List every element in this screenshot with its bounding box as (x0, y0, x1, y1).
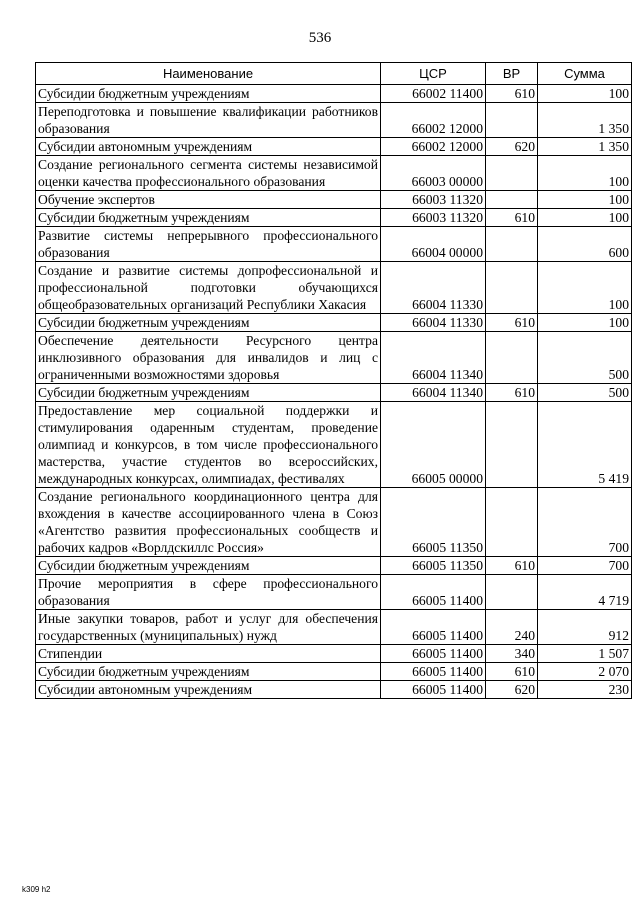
cell-csr: 66005 00000 (381, 402, 486, 488)
cell-sum: 500 (538, 332, 632, 384)
cell-csr: 66004 11340 (381, 384, 486, 402)
cell-sum: 100 (538, 209, 632, 227)
table-row (36, 557, 632, 575)
cell-sum: 1 507 (538, 645, 632, 663)
table-row (36, 384, 632, 402)
cell-name: Субсидии бюджетным учреждениям (36, 314, 381, 332)
cell-csr: 66004 11330 (381, 314, 486, 332)
cell-name: Субсидии бюджетным учреждениям (36, 85, 381, 103)
cell-csr: 66003 00000 (381, 156, 486, 191)
cell-sum: 5 419 (538, 402, 632, 488)
cell-name: Создание и развитие системы допрофессиональной и профессиональной подготовки обучающихся общеобразовательных организаций Республики Хакасия (36, 262, 381, 314)
table-row (36, 645, 632, 663)
cell-sum: 912 (538, 610, 632, 645)
table-body (36, 85, 632, 699)
table-row (36, 103, 632, 138)
table-row (36, 156, 632, 191)
table-row (36, 488, 632, 557)
cell-name: Субсидии бюджетным учреждениям (36, 209, 381, 227)
cell-name: Обучение экспертов (36, 191, 381, 209)
header-name: Наименование (36, 63, 381, 85)
cell-name: Переподготовка и повышение квалификации работников образования (36, 103, 381, 138)
cell-csr: 66002 12000 (381, 103, 486, 138)
table-row (36, 191, 632, 209)
cell-name: Субсидии автономным учреждениям (36, 681, 381, 699)
cell-vr (486, 262, 538, 314)
cell-vr: 340 (486, 645, 538, 663)
cell-vr: 610 (486, 384, 538, 402)
cell-sum: 1 350 (538, 103, 632, 138)
cell-csr: 66005 11400 (381, 610, 486, 645)
cell-vr (486, 488, 538, 557)
cell-name: Обеспечение деятельности Ресурсного центра инклюзивного образования для инвалидов и лиц с ограниченными возможностями здоровья (36, 332, 381, 384)
cell-sum: 600 (538, 227, 632, 262)
cell-sum: 100 (538, 314, 632, 332)
cell-vr (486, 156, 538, 191)
cell-csr: 66003 11320 (381, 209, 486, 227)
cell-csr: 66005 11400 (381, 663, 486, 681)
cell-vr (486, 191, 538, 209)
cell-vr (486, 103, 538, 138)
table-row (36, 314, 632, 332)
cell-name: Иные закупки товаров, работ и услуг для обеспечения государственных (муниципальных) нужд (36, 610, 381, 645)
cell-csr: 66003 11320 (381, 191, 486, 209)
budget-table (35, 62, 632, 699)
header-sum: Сумма (538, 63, 632, 85)
table-row (36, 402, 632, 488)
cell-sum: 100 (538, 85, 632, 103)
cell-sum: 100 (538, 262, 632, 314)
table-row (36, 681, 632, 699)
cell-csr: 66005 11400 (381, 645, 486, 663)
cell-csr: 66004 11340 (381, 332, 486, 384)
header-vr: ВР (486, 63, 538, 85)
cell-name: Субсидии автономным учреждениям (36, 138, 381, 156)
cell-vr: 610 (486, 557, 538, 575)
table-row (36, 227, 632, 262)
cell-sum: 100 (538, 156, 632, 191)
cell-name: Субсидии бюджетным учреждениям (36, 384, 381, 402)
header-csr: ЦСР (381, 63, 486, 85)
cell-sum: 1 350 (538, 138, 632, 156)
cell-sum: 500 (538, 384, 632, 402)
cell-vr: 620 (486, 138, 538, 156)
cell-sum: 230 (538, 681, 632, 699)
cell-vr (486, 575, 538, 610)
cell-sum: 4 719 (538, 575, 632, 610)
table-row (36, 610, 632, 645)
cell-name: Субсидии бюджетным учреждениям (36, 663, 381, 681)
cell-vr: 610 (486, 314, 538, 332)
cell-name: Субсидии бюджетным учреждениям (36, 557, 381, 575)
cell-csr: 66002 12000 (381, 138, 486, 156)
cell-csr: 66005 11350 (381, 557, 486, 575)
table-row (36, 209, 632, 227)
cell-sum: 700 (538, 488, 632, 557)
table-row (36, 663, 632, 681)
cell-sum: 100 (538, 191, 632, 209)
cell-csr: 66004 11330 (381, 262, 486, 314)
cell-vr: 620 (486, 681, 538, 699)
cell-sum: 700 (538, 557, 632, 575)
cell-name: Создание регионального координационного центра для вхождения в качестве ассоциированного члена в Союз «Агентство развития профессиональных сообществ и рабочих кадров «Ворлдскиллс Россия» (36, 488, 381, 557)
table-row (36, 138, 632, 156)
cell-vr (486, 227, 538, 262)
cell-csr: 66005 11350 (381, 488, 486, 557)
cell-name: Предоставление мер социальной поддержки и стимулирования одаренным студентам, проведение олимпиад и конкурсов, в том числе профессионального мастерства, участие студентов во всероссийских, международных конкурсах, олимпиадах, фестивалях (36, 402, 381, 488)
cell-csr: 66005 11400 (381, 681, 486, 699)
cell-csr: 66002 11400 (381, 85, 486, 103)
cell-csr: 66005 11400 (381, 575, 486, 610)
cell-sum: 2 070 (538, 663, 632, 681)
cell-vr: 610 (486, 85, 538, 103)
cell-csr: 66004 00000 (381, 227, 486, 262)
table-row (36, 575, 632, 610)
cell-vr: 610 (486, 663, 538, 681)
table-row (36, 262, 632, 314)
table-row (36, 332, 632, 384)
table-header-row (36, 63, 632, 85)
cell-vr (486, 402, 538, 488)
cell-vr (486, 332, 538, 384)
page-number: 536 (308, 30, 332, 46)
cell-name: Создание регионального сегмента системы независимой оценки качества профессионального образования (36, 156, 381, 191)
cell-vr: 610 (486, 209, 538, 227)
cell-vr: 240 (486, 610, 538, 645)
cell-name: Стипендии (36, 645, 381, 663)
cell-name: Прочие мероприятия в сфере профессионального образования (36, 575, 381, 610)
cell-name: Развитие системы непрерывного профессионального образования (36, 227, 381, 262)
table-row (36, 85, 632, 103)
footer-code: k309 h2 (22, 885, 51, 894)
